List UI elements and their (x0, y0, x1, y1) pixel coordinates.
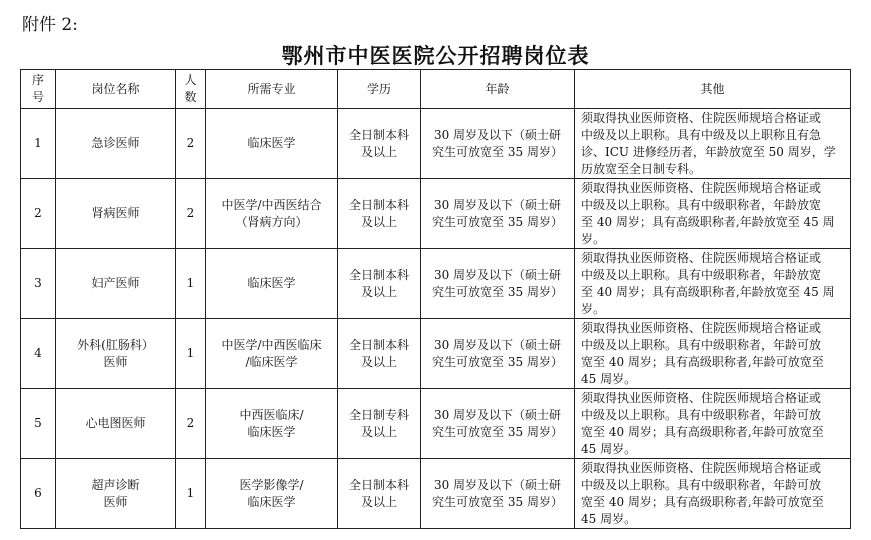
cell-education (338, 389, 421, 459)
table-row (21, 459, 851, 529)
cell-age (421, 109, 575, 179)
cell-other-line: 岁。 (581, 231, 606, 246)
cell-major-line: 临床医学 (247, 494, 296, 509)
cell-age (421, 459, 575, 529)
table-row (21, 319, 851, 389)
cell-seq: 1 (21, 109, 56, 179)
cell-age-line: 究生可放宽至 35 周岁） (432, 214, 563, 229)
header-count-line: 人 (184, 73, 197, 87)
cell-other-line: 中级及以上职称。具有中级职称者，年龄可放 (581, 407, 822, 422)
cell-education-line: 全日制专科 (348, 407, 409, 422)
cell-education (338, 319, 421, 389)
cell-seq: 5 (21, 389, 56, 459)
cell-major (206, 459, 338, 529)
cell-position (56, 179, 176, 249)
cell-other-line: 宽至 40 周岁；具有高级职称者,年龄可放宽至 (581, 354, 824, 369)
attachment-label: 附件 2: (22, 15, 78, 35)
cell-other (575, 249, 851, 319)
table-row (21, 179, 851, 249)
cell-education-line: 及以上 (360, 494, 397, 509)
cell-major-line: 临床医学 (247, 276, 296, 290)
cell-major-line: 临床医学 (247, 424, 296, 439)
cell-position-line: 医师 (103, 494, 128, 509)
cell-major-line: （肾病方向） (235, 214, 308, 229)
cell-position (56, 109, 176, 179)
cell-count: 2 (176, 179, 206, 249)
cell-count: 2 (176, 109, 206, 179)
cell-count: 2 (176, 389, 206, 459)
cell-education-line: 及以上 (360, 144, 397, 159)
cell-age (421, 319, 575, 389)
table-row (21, 389, 851, 459)
cell-other-line: 须取得执业医师资格、住院医师规培合格证或 (581, 110, 822, 125)
cell-age-line: 30 周岁及以下（硕士研 (433, 407, 562, 422)
cell-education (338, 459, 421, 529)
cell-other (575, 459, 851, 529)
cell-position-line: 医师 (103, 354, 128, 369)
cell-major-line: 中医学/中西医临床 (221, 337, 322, 352)
cell-seq: 4 (21, 319, 56, 389)
cell-position-line: 肾病医师 (91, 206, 140, 220)
header-seq (21, 70, 56, 109)
cell-major-line: 医学影像学/ (239, 477, 304, 492)
cell-education-line: 全日制本科 (348, 477, 409, 492)
table-row (21, 109, 851, 179)
cell-education (338, 249, 421, 319)
cell-age-line: 30 周岁及以下（硕士研 (433, 127, 562, 142)
cell-other-line: 宽至 40 周岁；具有高级职称者,年龄可放宽至 (581, 494, 824, 509)
cell-major-line: 临床医学 (247, 136, 296, 150)
cell-age-line: 究生可放宽至 35 周岁） (432, 284, 563, 299)
cell-age-line: 究生可放宽至 35 周岁） (432, 354, 563, 369)
cell-age-line: 30 周岁及以下（硕士研 (433, 197, 562, 212)
cell-major (206, 319, 338, 389)
recruitment-table (20, 69, 851, 529)
cell-count: 1 (176, 249, 206, 319)
cell-education-line: 及以上 (360, 284, 397, 299)
cell-count: 1 (176, 319, 206, 389)
cell-age-line: 30 周岁及以下（硕士研 (433, 477, 562, 492)
cell-education-line: 全日制本科 (348, 337, 409, 352)
cell-seq: 2 (21, 179, 56, 249)
cell-other-line: 中级及以上职称。具有中级职称者，年龄放宽 (581, 197, 822, 212)
cell-major-line: 中医学/中西医结合 (221, 197, 322, 212)
header-age: 年龄 (421, 70, 575, 109)
header-count-line: 数 (184, 90, 197, 104)
cell-age (421, 389, 575, 459)
cell-position-line: 外科(肛肠科） (77, 337, 154, 352)
cell-education-line: 及以上 (360, 354, 397, 369)
cell-other-line: 中级及以上职称。具有中级职称者，年龄可放 (581, 337, 822, 352)
cell-other-line: 至 40 周岁；具有高级职称者,年龄放宽至 45 周 (581, 284, 835, 299)
cell-age-line: 究生可放宽至 35 周岁） (432, 494, 563, 509)
cell-other-line: 至 40 周岁；具有高级职称者,年龄放宽至 45 周 (581, 214, 835, 229)
cell-age (421, 249, 575, 319)
cell-position-line: 心电图医师 (85, 416, 146, 430)
cell-education (338, 179, 421, 249)
cell-other (575, 179, 851, 249)
cell-major-line: 中西医临床/ (239, 407, 304, 422)
cell-other (575, 319, 851, 389)
header-seq-line: 序 (31, 73, 44, 87)
cell-education-line: 全日制本科 (348, 197, 409, 212)
cell-count: 1 (176, 459, 206, 529)
cell-other-line: 45 周岁。 (581, 511, 637, 526)
cell-other-line: 须取得执业医师资格、住院医师规培合格证或 (581, 320, 822, 335)
cell-major (206, 179, 338, 249)
header-major: 所需专业 (206, 70, 338, 109)
header-seq-line: 号 (31, 90, 44, 104)
cell-other (575, 109, 851, 179)
cell-major (206, 389, 338, 459)
cell-education (338, 109, 421, 179)
cell-position-line: 超声诊断 (91, 477, 140, 492)
cell-seq: 3 (21, 249, 56, 319)
header-count (176, 70, 206, 109)
cell-other-line: 须取得执业医师资格、住院医师规培合格证或 (581, 180, 822, 195)
cell-position-line: 急诊医师 (91, 136, 140, 150)
cell-major-line: /临床医学 (245, 354, 298, 369)
cell-age-line: 究生可放宽至 35 周岁） (432, 424, 563, 439)
cell-position (56, 249, 176, 319)
cell-education-line: 全日制本科 (348, 267, 409, 282)
cell-other-line: 须取得执业医师资格、住院医师规培合格证或 (581, 460, 822, 475)
cell-other-line: 45 周岁。 (581, 441, 637, 456)
cell-other-line: 中级及以上职称。具有中级及以上职称且有急 (581, 127, 822, 142)
cell-age (421, 179, 575, 249)
cell-education-line: 全日制本科 (348, 127, 409, 142)
cell-age-line: 30 周岁及以下（硕士研 (433, 337, 562, 352)
header-education: 学历 (338, 70, 421, 109)
cell-major (206, 249, 338, 319)
header-other: 其他 (575, 70, 851, 109)
cell-other-line: 45 周岁。 (581, 371, 637, 386)
cell-education-line: 及以上 (360, 424, 397, 439)
cell-age-line: 30 周岁及以下（硕士研 (433, 267, 562, 282)
cell-other (575, 389, 851, 459)
cell-other-line: 须取得执业医师资格、住院医师规培合格证或 (581, 390, 822, 405)
cell-seq: 6 (21, 459, 56, 529)
cell-education-line: 及以上 (360, 214, 397, 229)
cell-other-line: 中级及以上职称。具有中级职称者，年龄放宽 (581, 267, 822, 282)
cell-other-line: 历放宽至全日制专科。 (581, 161, 702, 176)
cell-other-line: 中级及以上职称。具有中级职称者，年龄可放 (581, 477, 822, 492)
header-position: 岗位名称 (56, 70, 176, 109)
cell-position-line: 妇产医师 (91, 276, 140, 290)
cell-other-line: 岁。 (581, 301, 606, 316)
cell-position (56, 459, 176, 529)
cell-other-line: 诊、ICU 进修经历者，年龄放宽至 50 周岁，学 (581, 144, 836, 159)
cell-other-line: 须取得执业医师资格、住院医师规培合格证或 (581, 250, 822, 265)
table-header-row (21, 70, 851, 109)
table-row (21, 249, 851, 319)
cell-major (206, 109, 338, 179)
cell-position (56, 389, 176, 459)
cell-other-line: 宽至 40 周岁；具有高级职称者,年龄可放宽至 (581, 424, 824, 439)
page-title: 鄂州市中医医院公开招聘岗位表 (281, 43, 590, 68)
cell-age-line: 究生可放宽至 35 周岁） (432, 144, 563, 159)
cell-position (56, 319, 176, 389)
